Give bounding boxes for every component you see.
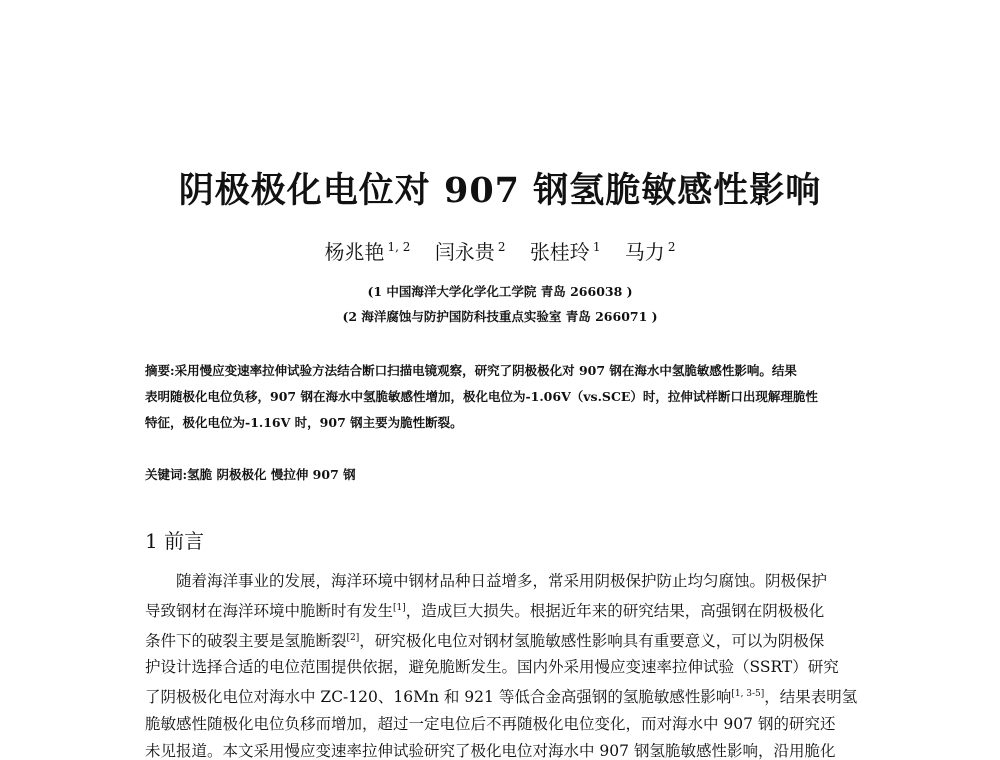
author-affiliation-mark: 1, 2 [387,240,411,254]
body-paragraph [145,568,860,760]
author-name: 马力 [624,240,665,264]
body-line [145,595,860,625]
body-text-run: 随着海洋事业的发展，海洋环境中钢材品种日益增多，常采用阴极保护防止均匀腐蚀。阴极保护 [176,572,828,590]
body-line [145,681,860,711]
body-text-run: 条件下的破裂主要是氢脆断裂 [145,631,347,650]
body-text-run: ，研究极化电位对钢材氢脆敏感性影响具有重要意义，可以为阴极保 [359,631,825,650]
citation-ref: [2] [346,632,360,643]
author-1 [325,233,411,266]
author-list [0,233,1000,266]
author-2 [435,233,506,266]
keywords-label: 关键词: [145,467,188,482]
citation-ref: [1] [393,602,406,613]
citation-ref: [1, 3-5] [731,689,765,700]
author-name: 杨兆艳 [324,240,385,264]
abstract-line [145,358,860,384]
abstract-label: 摘要: [145,363,175,378]
body-text-run: 导致钢材在海洋环境中脆断时有发生 [145,601,394,620]
body-text-run: 了阴极极化电位对海水中 ZC-120、16Mn 和 921 等低合金高强钢的氢脆敏感性影响 [145,688,732,707]
author-3 [530,233,601,266]
body-line [145,654,860,681]
author-affiliation-mark: 1 [592,240,601,254]
body-text-run: 护设计选择合适的电位范围提供依据，避免脆断发生。国内外采用慢应变速率拉伸试验（SSRT）研究 [145,658,839,677]
author-name: 张桂玲 [529,240,590,264]
section-number: 1 [145,529,158,553]
body-text-run: ，结果表明氢 [764,688,858,707]
abstract-line: 特征，极化电位为-1.16V 时，907 钢主要为脆性断裂。 [145,415,463,430]
affiliation-2: (2 海洋腐蚀与防护国防科技重点实验室 青岛 266071 ) [342,309,658,324]
abstract-text: 采用慢应变速率拉伸试验方法结合断口扫描电镜观察，研究了阴极极化对 907 钢在海水中氢脆敏感性影响。结果 [174,363,797,378]
paper-title: 阴极极化电位对 907 钢氢脆敏感性影响 [178,170,822,211]
body-line [145,711,860,738]
section-heading [145,527,204,555]
author-affiliation-mark: 2 [667,240,676,254]
body-text-run: ，造成巨大损失。根据近年来的研究结果，高强钢在阴极极化 [405,601,825,620]
author-name: 闫永贵 [434,240,495,264]
keywords [145,464,356,486]
keywords-text: 氢脆 阴极极化 慢拉伸 907 钢 [187,467,356,482]
body-line [145,738,860,760]
body-text-run: 未见报道。本文采用慢应变速率拉伸试验研究了极化电位对海水中 907 钢氢脆敏感性影响，沿用脆化 [145,741,836,760]
body-line [145,568,860,595]
abstract-line: 表明随极化电位负移，907 钢在海水中氢脆敏感性增加，极化电位为-1.06V（vs.SCE）时，拉伸试样断口出现解理脆性 [145,389,818,404]
abstract [145,358,860,436]
body-text-run: 脆敏感性随极化电位负移而增加，超过一定电位后不再随极化电位变化，而对海水中 907 钢的研究还 [145,714,836,733]
section-title: 前言 [164,529,205,553]
author-4 [625,233,676,266]
body-line [145,625,860,655]
author-affiliation-mark: 2 [497,240,506,254]
affiliation-1: (1 中国海洋大学化学化工学院 青岛 266038 ) [367,284,633,299]
